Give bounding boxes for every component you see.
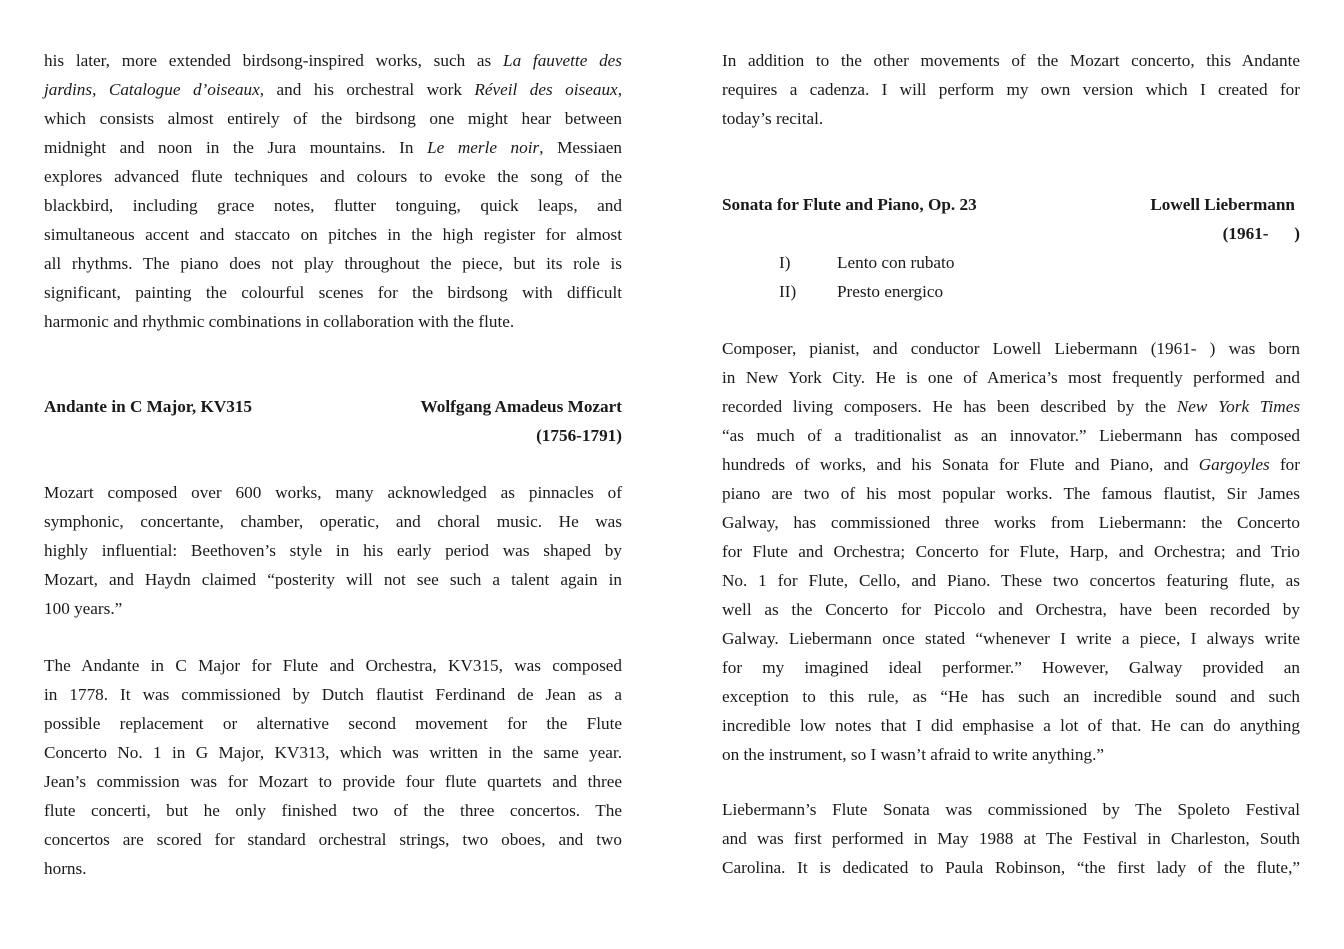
text-line: explores advanced flute techniques and colours to evoke the song of the	[44, 167, 622, 186]
text-line: symphonic, concertante, chamber, operatic, and choral music. He was	[44, 512, 622, 531]
text-line: on the instrument, so I wasn’t afraid to write anything.”	[722, 745, 1105, 764]
text-line: simultaneous accent and staccato on pitches in the high register for almost	[44, 225, 622, 244]
composer-dates: (1961- )	[1222, 224, 1300, 243]
text-line: piano are two of his most popular works. The famous flautist, Sir James	[722, 484, 1300, 503]
text-line: all rhythms. The piano does not play throughout the piece, but its role is	[44, 254, 622, 273]
text-line: Liebermann’s Flute Sonata was commissioned by The Spoleto Festival	[722, 800, 1300, 819]
text-line: No. 1 for Flute, Cello, and Piano. These two concertos featuring flute, as	[722, 571, 1300, 590]
movement-name: Lento con rubato	[837, 253, 955, 272]
text-line: today’s recital.	[722, 109, 824, 128]
text-line: harmonic and rhythmic combinations in collaboration with the flute.	[44, 312, 515, 331]
text-line: exception to this rule, as “He has such an incredible sound and such	[722, 687, 1300, 706]
text-line: “as much of a traditionalist as an innovator.” Liebermann has composed	[722, 426, 1300, 445]
text-line: incredible low notes that I did emphasise a lot of that. He can do anything	[722, 716, 1300, 735]
composer-name: Lowell Liebermann	[1150, 195, 1295, 214]
text-line: The Andante in C Major for Flute and Orchestra, KV315, was composed	[44, 656, 622, 675]
text-line: Galway, has commissioned three works from Liebermann: the Concerto	[722, 513, 1300, 532]
movement-number: I)	[779, 253, 791, 272]
text-line: Concerto No. 1 in G Major, KV313, which was written in the same year.	[44, 743, 622, 762]
text-line: in 1778. It was commissioned by Dutch flautist Ferdinand de Jean as a	[44, 685, 622, 704]
italic-title: Gargoyles	[1198, 455, 1270, 474]
italic-title: Réveil des oiseaux	[474, 80, 618, 99]
text-line: which consists almost entirely of the birdsong one might hear between	[44, 109, 622, 128]
text-line: concertos are scored for standard orchestral strings, two oboes, and two	[44, 830, 622, 849]
text-line: Jean’s commission was for Mozart to provide four flute quartets and three	[44, 772, 622, 791]
piece-title: Sonata for Flute and Piano, Op. 23	[722, 195, 977, 214]
text-line: significant, painting the colourful scenes for the birdsong with difficult	[44, 283, 622, 302]
text-line: recorded living composers. He has been described by the New York Times	[722, 397, 1301, 416]
italic-title: Le merle noir	[427, 138, 540, 157]
text-line: flute concerti, but he only finished two of the three concertos. The	[44, 801, 622, 820]
text-line: Galway. Liebermann once stated “whenever I write a piece, I always write	[722, 629, 1300, 648]
italic-title: La fauvette des	[503, 51, 622, 70]
text-line: for my imagined ideal performer.” However, Galway provided an	[722, 658, 1300, 677]
movement-name: Presto energico	[837, 282, 944, 301]
text-line: and was first performed in May 1988 at The Festival in Charleston, South	[722, 829, 1300, 848]
text-line: Mozart, and Haydn claimed “posterity will not see such a talent again in	[44, 570, 622, 589]
italic-title: Catalogue d’oiseaux	[108, 80, 260, 99]
movement-number: II)	[779, 282, 797, 301]
composer-dates: (1756-1791)	[536, 426, 622, 445]
text-line: possible replacement or alternative second movement for the Flute	[44, 714, 622, 733]
composer-name: Wolfgang Amadeus Mozart	[420, 397, 622, 416]
text-line: hundreds of works, and his Sonata for Flute and Piano, and Gargoyles for	[722, 455, 1300, 474]
text-line: Composer, pianist, and conductor Lowell Liebermann (1961- ) was born	[722, 339, 1300, 358]
text-line: his later, more extended birdsong-inspired works, such as La fauvette des	[44, 51, 622, 70]
text-line: well as the Concerto for Piccolo and Orchestra, have been recorded by	[722, 600, 1300, 619]
text-line: Mozart composed over 600 works, many acknowledged as pinnacles of	[44, 483, 622, 502]
text-line: Carolina. It is dedicated to Paula Robinson, “the first lady of the flute,”	[722, 858, 1300, 877]
text-line: for Flute and Orchestra; Concerto for Flute, Harp, and Orchestra; and Trio	[722, 542, 1300, 561]
text-line: in New York City. He is one of America’s most frequently performed and	[722, 368, 1300, 387]
piece-title: Andante in C Major, KV315	[44, 397, 253, 416]
text-line: 100 years.”	[44, 599, 123, 618]
text-line: blackbird, including grace notes, flutter tonguing, quick leaps, and	[44, 196, 622, 215]
text-line: jardins, Catalogue d’oiseaux, and his orchestral work Réveil des oiseaux,	[44, 80, 622, 99]
italic-title: New York Times	[1176, 397, 1301, 416]
text-line: requires a cadenza. I will perform my own version which I created for	[722, 80, 1300, 99]
text-line: highly influential: Beethoven’s style in his early period was shaped by	[44, 541, 622, 560]
text-line: horns.	[44, 859, 87, 878]
text-line: In addition to the other movements of the Mozart concerto, this Andante	[722, 51, 1300, 70]
italic-title: jardins	[44, 80, 93, 99]
text-line: midnight and noon in the Jura mountains. In Le merle noir, Messiaen	[44, 138, 622, 157]
